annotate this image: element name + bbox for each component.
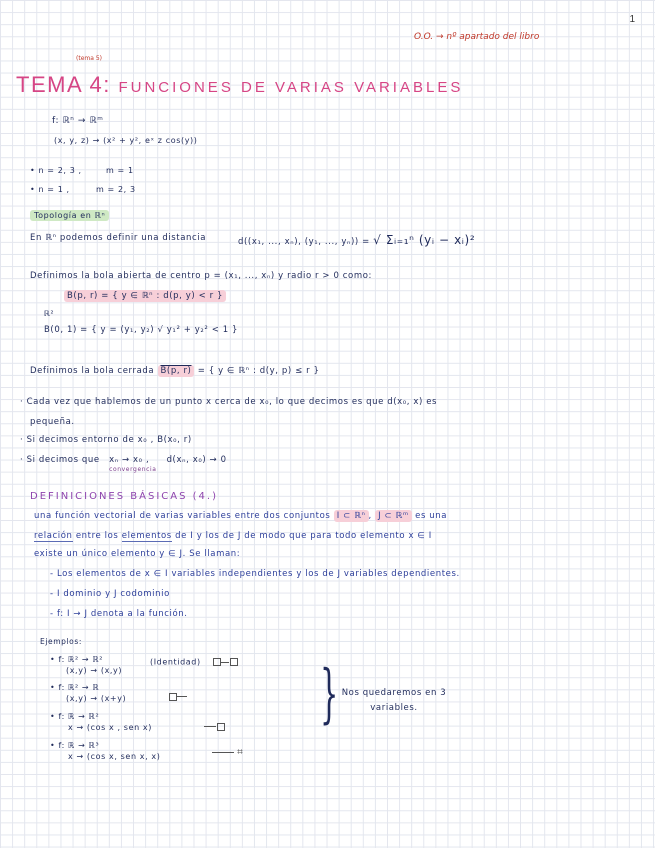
page-number: 1 [629, 14, 635, 25]
example-3-def: • f: ℝ → ℝ² [50, 712, 100, 721]
page-title [16, 74, 463, 96]
r2-label: ℝ² [44, 309, 55, 318]
set-j: J ⊂ ℝᵐ [375, 510, 412, 522]
example-1 [50, 656, 122, 675]
distance-text: En ℝⁿ podemos definir una distancia [30, 233, 207, 243]
brace-note: Nos quedaremos en 3 variables. [341, 688, 447, 713]
open-ball-def: B(p, r) = { y ∈ ℝⁿ : d(p, y) < r } [64, 292, 226, 301]
case2-m: m = 2, 3 [96, 185, 136, 194]
basic-defs-p1: una función vectorial de varias variables entre dos conjuntos I ⊂ ℝⁿ , J ⊂ ℝᵐ es una [34, 511, 448, 521]
example-map: (x, y, z) → (x² + y², eˣ z cos(y)) [54, 136, 198, 145]
distance-formula-lhs: d((x₁, ..., xₙ), (y₁, ..., yₙ)) = [238, 237, 370, 247]
function-definition: f: ℝⁿ → ℝᵐ [52, 116, 104, 126]
example-1-label: (Identidad) [150, 658, 238, 667]
reference-note: O.O. → nº apartado del libro [414, 32, 540, 42]
example-4-def: • f: ℝ → ℝ³ [50, 741, 100, 750]
example-2-def: • f: ℝ² → ℝ [50, 683, 100, 692]
open-ball-intro: Definimos la bola abierta de centro p = (x₁, ..., xₙ) y radio r > 0 como: [30, 271, 372, 281]
examples-heading: Ejemplos: [40, 637, 83, 646]
title-rest: FUNCIONES DE VARIAS VARIABLES [118, 79, 464, 96]
topology-heading: Topología en ℝⁿ [30, 212, 109, 220]
note-convergence-a: · Si decimos que [20, 455, 100, 465]
closed-ball-set: = { y ∈ ℝⁿ : d(y, p) ≤ r } [197, 366, 320, 376]
example-4 [50, 742, 160, 761]
case1-m: m = 1 [106, 166, 134, 175]
line-to-space-sketch-icon: ⌗ [212, 748, 243, 758]
example-1-map: (x,y) → (x,y) [66, 666, 123, 675]
line-to-plane-sketch-icon [204, 718, 225, 734]
note-convergence-c: d(xₙ, x₀) → 0 [166, 455, 227, 465]
example-2 [50, 684, 126, 703]
title-subnote: (tema 5) [76, 55, 102, 62]
closed-ball-def [30, 367, 320, 376]
example-4-map: x → (cos x, sen x, x) [68, 752, 161, 761]
note-convergence-b: xₙ → x₀ , [109, 455, 150, 465]
title-prefix: TEMA 4: [16, 72, 111, 97]
note-near-point: · Cada vez que hablemos de un punto x cerca de x₀, lo que decimos es que d(x₀, x) es [20, 397, 438, 407]
note-near-point-cont: pequeña. [30, 417, 75, 427]
plane-to-line-sketch-icon [168, 688, 187, 704]
map-sketch-icon [212, 658, 238, 667]
example-3 [50, 713, 152, 732]
basic-defs-p2: relación entre los elementos de I y los de J de modo que para todo elemento x ∈ I [34, 531, 432, 541]
basic-defs-heading: DEFINICIONES BÁSICAS (4.) [30, 491, 218, 502]
basic-defs-p3: existe un único elemento y ∈ J. Se llaman: [34, 549, 241, 559]
closed-ball-intro: Definimos la bola cerrada [30, 366, 155, 376]
basic-defs-bullet3: - f: I → J denota a la función. [50, 609, 188, 619]
case2-n: • n = 1 , [30, 185, 70, 194]
example-1-def: • f: ℝ² → ℝ² [50, 655, 104, 664]
note-entorno: · Si decimos entorno de x₀ , B(x₀, r) [20, 435, 192, 445]
basic-defs-bullet2: - I dominio y J codominio [50, 589, 170, 599]
note-convergence [20, 455, 227, 473]
distance-formula [238, 234, 475, 247]
convergence-sublabel: convergencia [109, 466, 157, 473]
closed-ball-symbol: B(p, r) [158, 365, 195, 377]
basic-defs-bullet1: - Los elementos de x ∈ I variables independientes y los de J variables dependientes. [50, 569, 460, 579]
open-ball-example: B(0, 1) = { y = (y₁, y₂) √ y₁² + y₂² < 1 } [44, 325, 239, 335]
distance-formula-rhs: √ Σᵢ₌₁ⁿ (yᵢ − xᵢ)² [373, 233, 476, 247]
example-2-map: (x,y) → (x+y) [66, 694, 127, 703]
case1-n: • n = 2, 3 , [30, 166, 82, 175]
set-i: I ⊂ ℝⁿ [334, 510, 369, 522]
example-3-map: x → (cos x , sen x) [68, 723, 152, 732]
curly-brace: } [320, 657, 339, 731]
